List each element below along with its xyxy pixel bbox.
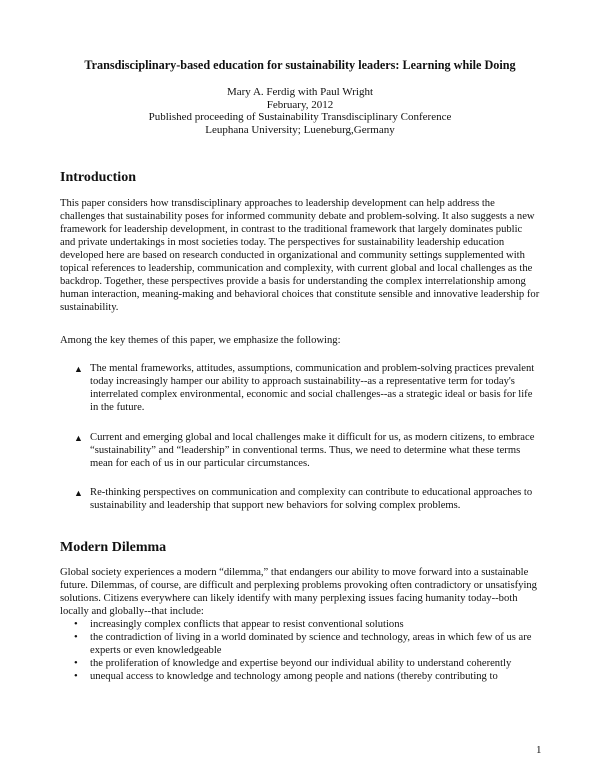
introduction-body: This paper considers how transdisciplinary approaches to leadership development can help address the challenges that sustainability poses for informed community debate and problem-solving. It also suggests a new framework for leadership development, in contrast to the traditional framework that largely dominates public and private undertakings in most societies today. The perspectives for sustainability leadership education developed here are based on research conducted in organizational and community settings supplemented with topical references to leadership, communication and complexity, with current global and local challenges as the backdrop. Together, these perspectives provide a basis for understanding the complex interrelationship among human interaction, meaning-making and behavioral choices that constitute sensible and innovative leadership for sustainability. xyxy=(60,198,540,313)
proceeding: Published proceeding of Sustainability Transdisciplinary Conference xyxy=(148,111,452,124)
paper-title: Transdisciplinary-based education for sustainability leaders: Learning while Doing xyxy=(84,58,516,72)
triangle-bullet-icon: ▲ xyxy=(74,433,83,443)
date: February, 2012 xyxy=(266,98,334,111)
theme-item: ▲ Current and emerging global and local challenges make it difficult for us, as modern citizens, to embrace “sustainability” and “leadership” in conventional terms. Thus, we need to determine what these terms mean for each of us in our particular circumstances. xyxy=(74,432,535,469)
authors: Mary A. Ferdig with Paul Wright xyxy=(226,86,373,98)
triangle-bullet-icon: ▲ xyxy=(74,488,83,498)
bullet-dot-icon: • xyxy=(74,619,78,630)
bullet-dot-icon: • xyxy=(74,632,78,643)
bullet-dot-icon: • xyxy=(74,658,78,669)
dilemma-bullet-list xyxy=(74,618,540,683)
list-item: • unequal access to knowledge and technology among people and nations (thereby contributing to xyxy=(74,671,498,682)
bullet-dot-icon: • xyxy=(74,671,78,682)
introduction-heading: Introduction xyxy=(60,170,136,185)
themes-lead: Among the key themes of this paper, we emphasize the following: xyxy=(60,335,341,346)
modern-dilemma-heading: Modern Dilemma xyxy=(60,540,167,555)
list-item: • the proliferation of knowledge and expertise beyond our individual ability to understand coherently xyxy=(74,658,512,669)
paper-meta xyxy=(0,86,600,136)
theme-item: ▲ The mental frameworks, attitudes, assumptions, communication and problem-solving practices prevalent today increasingly hamper our ability to approach sustainability--as a representative term for today's interrelated complex environmental, economic and social challenges--as a strategic ideal or basis for life in the future. xyxy=(74,363,535,413)
triangle-bullet-icon: ▲ xyxy=(74,364,83,374)
page-number: 1 xyxy=(536,744,542,756)
list-item: • increasingly complex conflicts that appear to resist conventional solutions xyxy=(74,619,404,630)
theme-item: ▲ Re-thinking perspectives on communication and complexity can contribute to educational approaches to sustainability and leadership that support new behaviors for solving complex problems. xyxy=(74,487,533,511)
modern-dilemma-body: Global society experiences a modern “dilemma,” that endangers our ability to move forward into a sustainable future. Dilemmas, of course, are difficult and perplexing problems provoking often contradictory or unsatisfying solutions. Citizens everywhere can likely identify with many perplexing issues facing humanity today--both locally and globally--that include: xyxy=(60,567,537,617)
list-item: • the contradiction of living in a world dominated by science and technology, areas in which few of us are experts or even knowledgeable xyxy=(74,632,532,656)
venue: Leuphana University; Lueneburg,Germany xyxy=(205,123,395,136)
